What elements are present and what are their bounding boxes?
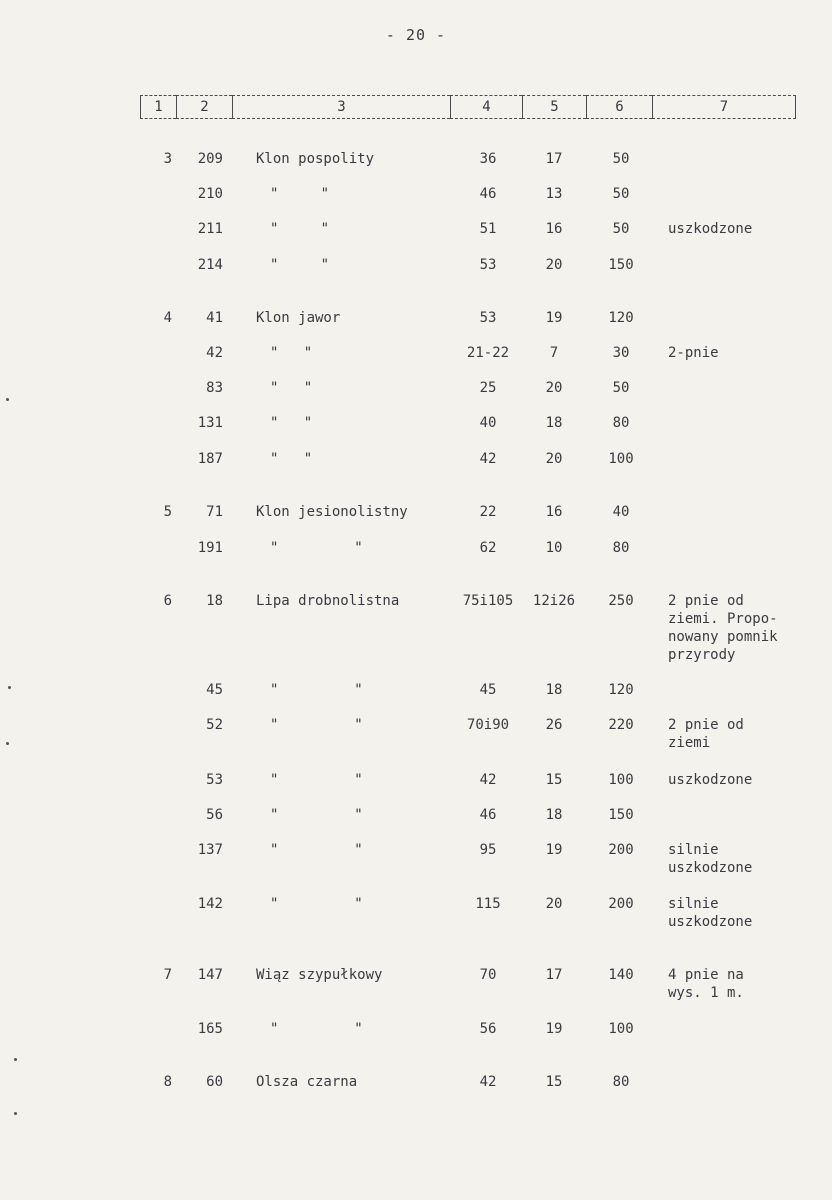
row-3-col-5: 16 (545, 221, 563, 237)
row-16-col-6: 150 (608, 807, 634, 823)
header-cell-1: 1 (140, 95, 176, 119)
row-5-col-4: 53 (479, 310, 497, 326)
row-12-col-2: 18 (206, 593, 223, 609)
row-9-col-3: " " (270, 451, 313, 467)
row-6-col-2: 42 (206, 345, 223, 361)
row-21-col-6: 80 (612, 1074, 630, 1090)
scan-speck (8, 686, 11, 689)
row-18-col-2: 142 (197, 896, 223, 912)
row-13-col-6: 120 (608, 682, 634, 698)
row-16-col-2: 56 (206, 807, 223, 823)
row-7-col-4: 25 (479, 380, 497, 396)
row-16-col-5: 18 (545, 807, 563, 823)
row-20-col-5: 19 (545, 1021, 563, 1037)
row-1-col-4: 36 (479, 151, 497, 167)
row-10-col-5: 16 (545, 504, 563, 520)
row-12-col-5: 12i26 (532, 593, 576, 609)
row-17-col-5: 19 (545, 842, 563, 858)
row-4-col-5: 20 (545, 257, 563, 273)
row-21-col-3: Olsza czarna (256, 1074, 358, 1090)
row-13-col-4: 45 (479, 682, 497, 698)
row-19-col-5: 17 (545, 967, 563, 983)
row-7-col-2: 83 (206, 380, 223, 396)
row-14-col-4: 70i90 (466, 717, 510, 733)
row-19-col-4: 70 (479, 967, 497, 983)
row-1-col-5: 17 (545, 151, 563, 167)
row-8-col-3: " " (270, 415, 313, 431)
row-5-col-3: Klon jawor (256, 310, 341, 326)
row-6-col-6: 30 (612, 345, 630, 361)
row-9-col-6: 100 (608, 451, 634, 467)
row-6-col-4: 21-22 (466, 345, 510, 361)
row-1-col-1: 3 (163, 151, 172, 167)
row-15-col-5: 15 (545, 772, 563, 788)
row-14-col-5: 26 (545, 717, 563, 733)
row-19-col-3: Wiąz szypułkowy (256, 967, 383, 983)
row-15-col-6: 100 (608, 772, 634, 788)
row-18-col-5: 20 (545, 896, 563, 912)
row-17-col-4: 95 (479, 842, 497, 858)
row-10-col-1: 5 (163, 504, 172, 520)
header-cell-3: 3 (232, 95, 450, 119)
row-19-col-1: 7 (163, 967, 172, 983)
row-10-col-6: 40 (612, 504, 630, 520)
row-11-col-2: 191 (197, 540, 223, 556)
row-18-col-7: silnie uszkodzone (668, 896, 753, 930)
row-16-col-4: 46 (479, 807, 497, 823)
row-18-col-6: 200 (608, 896, 634, 912)
row-13-col-3: " " (270, 682, 363, 698)
row-21-col-1: 8 (163, 1074, 172, 1090)
row-17-col-7: silnie uszkodzone (668, 842, 753, 876)
row-5-col-2: 41 (206, 310, 223, 326)
row-2-col-2: 210 (197, 186, 223, 202)
row-12-col-4: 75i105 (462, 593, 514, 609)
row-5-col-6: 120 (608, 310, 634, 326)
row-6-col-5: 7 (549, 345, 559, 361)
row-12-col-6: 250 (608, 593, 634, 609)
header-cell-2: 2 (176, 95, 232, 119)
row-9-col-5: 20 (545, 451, 563, 467)
row-9-col-4: 42 (479, 451, 497, 467)
row-7-col-3: " " (270, 380, 313, 396)
row-11-col-6: 80 (612, 540, 630, 556)
row-18-col-3: " " (270, 896, 363, 912)
row-12-col-3: Lipa drobnolistna (256, 593, 400, 609)
row-5-col-1: 4 (163, 310, 172, 326)
row-11-col-4: 62 (479, 540, 497, 556)
row-10-col-2: 71 (206, 504, 223, 520)
row-11-col-5: 10 (545, 540, 563, 556)
row-16-col-3: " " (270, 807, 363, 823)
row-14-col-2: 52 (206, 717, 223, 733)
header-cell-5: 5 (522, 95, 586, 119)
row-2-col-5: 13 (545, 186, 563, 202)
scan-speck (14, 1112, 17, 1115)
row-6-col-3: " " (270, 345, 313, 361)
row-1-col-2: 209 (197, 151, 223, 167)
scan-speck (14, 1058, 17, 1061)
row-3-col-7: uszkodzone (668, 221, 753, 237)
header-cell-4: 4 (450, 95, 522, 119)
row-5-col-5: 19 (545, 310, 563, 326)
row-13-col-2: 45 (206, 682, 223, 698)
row-8-col-2: 131 (197, 415, 223, 431)
row-3-col-3: " " (270, 221, 330, 237)
row-15-col-2: 53 (206, 772, 223, 788)
row-20-col-4: 56 (479, 1021, 497, 1037)
row-19-col-7: 4 pnie na wys. 1 m. (668, 967, 744, 1001)
row-17-col-3: " " (270, 842, 363, 858)
row-15-col-4: 42 (479, 772, 497, 788)
row-10-col-3: Klon jesionolistny (256, 504, 408, 520)
row-3-col-6: 50 (612, 221, 630, 237)
row-15-col-7: uszkodzone (668, 772, 753, 788)
page-number: - 20 - (385, 26, 447, 44)
scan-speck (6, 398, 9, 401)
row-21-col-5: 15 (545, 1074, 563, 1090)
row-21-col-2: 60 (206, 1074, 223, 1090)
row-21-col-4: 42 (479, 1074, 497, 1090)
row-4-col-6: 150 (608, 257, 634, 273)
row-2-col-6: 50 (612, 186, 630, 202)
row-14-col-3: " " (270, 717, 363, 733)
row-15-col-3: " " (270, 772, 363, 788)
row-17-col-6: 200 (608, 842, 634, 858)
row-19-col-2: 147 (197, 967, 223, 983)
row-1-col-3: Klon pospolity (256, 151, 375, 167)
row-4-col-4: 53 (479, 257, 497, 273)
row-7-col-5: 20 (545, 380, 563, 396)
row-3-col-4: 51 (479, 221, 497, 237)
row-12-col-1: 6 (163, 593, 172, 609)
row-14-col-6: 220 (608, 717, 634, 733)
row-7-col-6: 50 (612, 380, 630, 396)
row-10-col-4: 22 (479, 504, 497, 520)
row-3-col-2: 211 (197, 221, 223, 237)
row-19-col-6: 140 (608, 967, 634, 983)
row-2-col-4: 46 (479, 186, 497, 202)
row-9-col-2: 187 (197, 451, 223, 467)
row-4-col-3: " " (270, 257, 330, 273)
row-8-col-4: 40 (479, 415, 497, 431)
row-20-col-6: 100 (608, 1021, 634, 1037)
row-12-col-7: 2 pnie od ziemi. Propo- nowany pomnik przyrody (668, 593, 778, 663)
row-13-col-5: 18 (545, 682, 563, 698)
header-cell-7: 7 (652, 95, 796, 119)
row-4-col-2: 214 (197, 257, 223, 273)
row-18-col-4: 115 (475, 896, 501, 912)
row-11-col-3: " " (270, 540, 363, 556)
row-20-col-3: " " (270, 1021, 363, 1037)
row-8-col-6: 80 (612, 415, 630, 431)
scan-speck (6, 742, 9, 745)
row-8-col-5: 18 (545, 415, 563, 431)
header-cell-6: 6 (586, 95, 652, 119)
row-14-col-7: 2 pnie od ziemi (668, 717, 744, 751)
row-17-col-2: 137 (197, 842, 223, 858)
row-1-col-6: 50 (612, 151, 630, 167)
row-2-col-3: " " (270, 186, 330, 202)
row-6-col-7: 2-pnie (668, 345, 719, 361)
row-20-col-2: 165 (197, 1021, 223, 1037)
